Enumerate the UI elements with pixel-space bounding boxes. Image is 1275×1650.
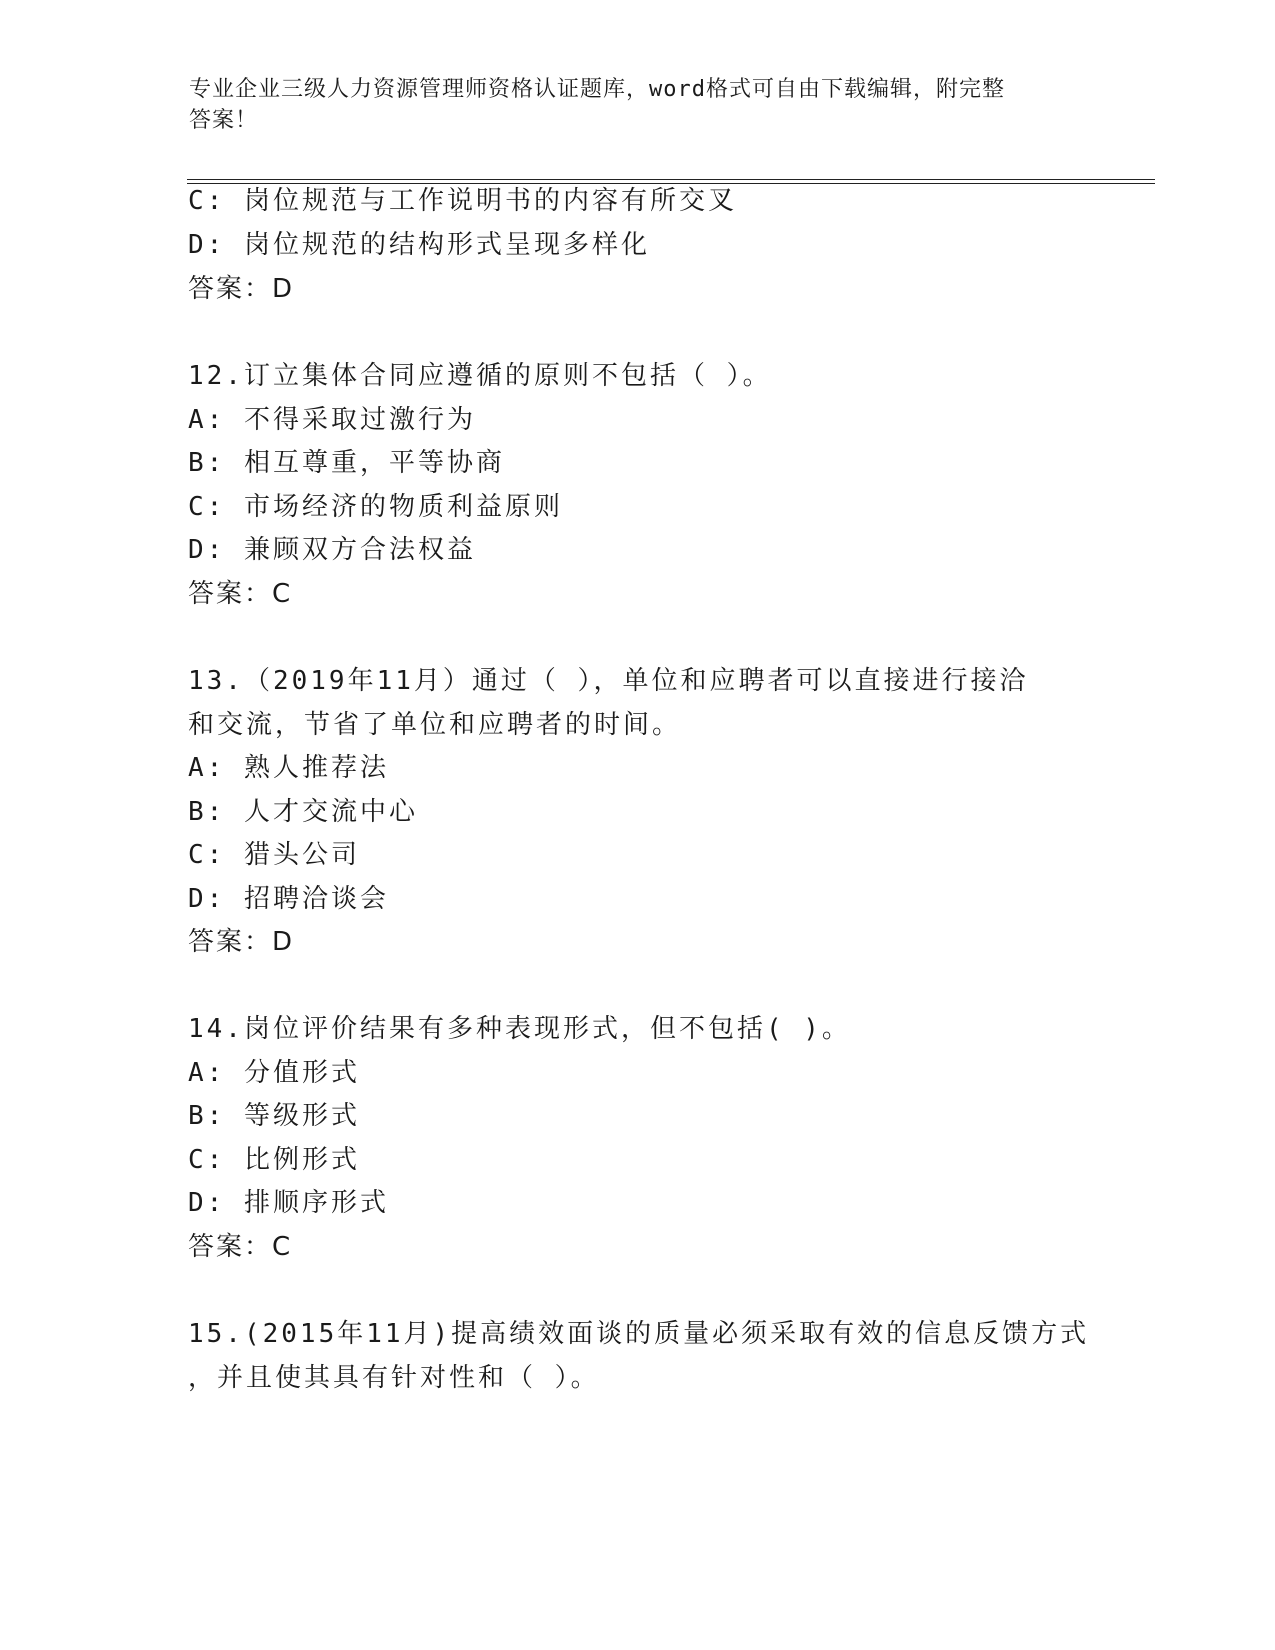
option-b: B: 相互尊重，平等协商 [188, 448, 505, 478]
option-c: C: 岗位规范与工作说明书的内容有所交叉 [188, 186, 737, 216]
option-c: C: 比例形式 [188, 1145, 360, 1175]
question-stem: 13.（2019年11月）通过（ ），单位和应聘者可以直接进行接洽 [188, 666, 1029, 696]
answer-line: 答案：D [188, 274, 295, 304]
option-d: D: 兼顾双方合法权益 [188, 535, 476, 565]
option-b: B: 人才交流中心 [188, 797, 418, 827]
option-a: A: 分值形式 [188, 1058, 360, 1088]
question-stem-continued: ，并且使其具有针对性和（ ）。 [188, 1363, 600, 1393]
option-d: D: 排顺序形式 [188, 1188, 389, 1218]
question-stem: 15.(2015年11月)提高绩效面谈的质量必须采取有效的信息反馈方式 [188, 1319, 1090, 1349]
answer-line: 答案：C [188, 579, 293, 609]
question-stem: 14.岗位评价结果有多种表现形式，但不包括( )。 [188, 1014, 851, 1044]
option-a: A: 熟人推荐法 [188, 753, 389, 783]
option-d: D: 岗位规范的结构形式呈现多样化 [188, 230, 650, 260]
option-d: D: 招聘洽谈会 [188, 884, 389, 914]
option-c: C: 猎头公司 [188, 840, 360, 870]
option-b: B: 等级形式 [188, 1101, 360, 1131]
answer-line: 答案：C [188, 1232, 293, 1262]
header-line-1: 专业企业三级人力资源管理师资格认证题库，word格式可自由下载编辑，附完整 [189, 77, 1005, 102]
answer-line: 答案：D [188, 927, 295, 957]
header-line-2: 答案！ [189, 108, 259, 133]
question-stem: 12.订立集体合同应遵循的原则不包括（ ）。 [188, 361, 772, 391]
header-divider-bottom [187, 183, 1155, 184]
header-text [189, 74, 1089, 136]
option-c: C: 市场经济的物质利益原则 [188, 492, 563, 522]
option-a: A: 不得采取过激行为 [188, 405, 476, 435]
header-divider-top [187, 179, 1155, 180]
question-stem-continued: 和交流，节省了单位和应聘者的时间。 [188, 710, 682, 740]
